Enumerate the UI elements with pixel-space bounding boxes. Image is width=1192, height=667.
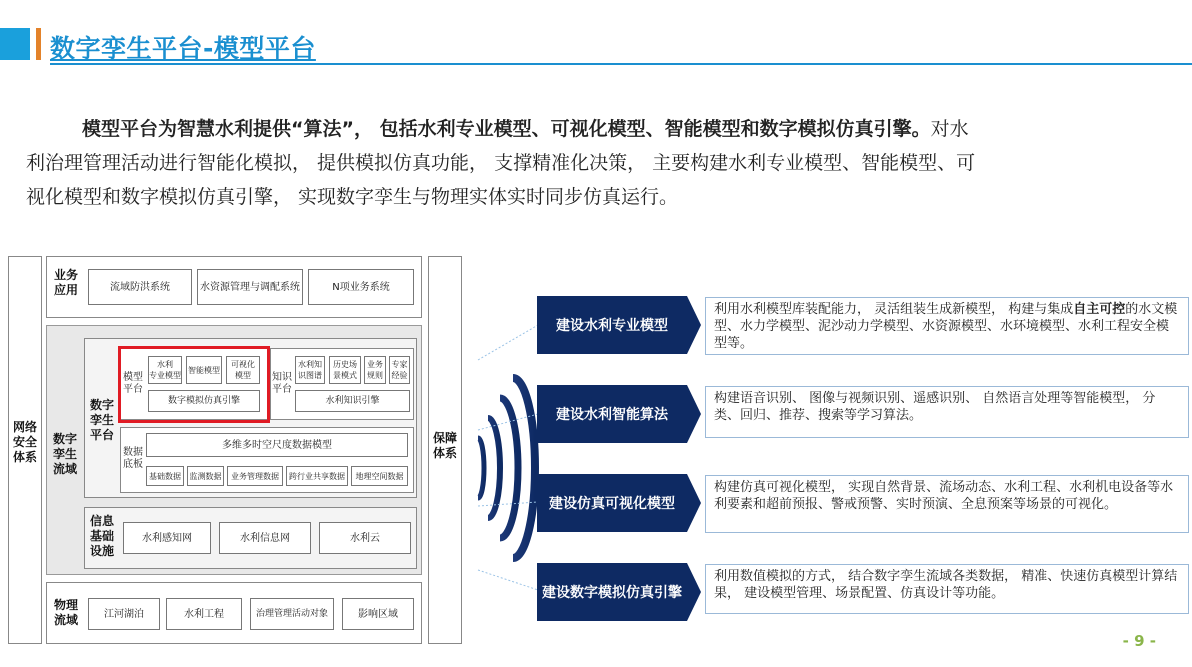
header-accent-bar xyxy=(36,28,41,60)
infrastructure-item: 水利云 xyxy=(319,522,411,554)
support-system-label: 保障 体系 xyxy=(432,431,457,460)
card-2-description: 构建语音识别、 图像与视频识别、遥感识别、 自然语言处理等智能模型， 分类、回归、推荐、搜索等学习算法。 xyxy=(705,386,1189,438)
card-2-title: 建设水利智能算法 xyxy=(556,407,668,423)
model-platform-label: 模型 平台 xyxy=(123,372,143,395)
card-3-description: 构建仿真可视化模型， 实现自然背景、流场动态、水利工程、水利机电设备等水利要素和超前预报、警戒预警、实时预演、全息预案等场景的可视化。 xyxy=(705,475,1189,533)
knowledge-item: 专家 经验 xyxy=(389,356,410,384)
physical-item: 治理管理活动对象 xyxy=(250,598,334,630)
business-item: 流域防洪系统 xyxy=(88,269,192,305)
data-item: 监测数据 xyxy=(187,466,224,486)
physical-item: 江河湖泊 xyxy=(88,598,160,630)
intro-line3: 视化模型和数字模拟仿真引擎， 实现数字孪生与物理实体实时同步仿真运行。 xyxy=(26,186,679,208)
header-accent-block xyxy=(0,28,30,60)
knowledge-engine-cell: 水利知识引擎 xyxy=(295,390,410,412)
simulation-engine-cell: 数字模拟仿真引擎 xyxy=(148,390,260,412)
twin-platform-label: 数字 孪生 平台 xyxy=(89,398,114,442)
infrastructure-item: 水利感知网 xyxy=(123,522,211,554)
data-model-cell: 多维多时空尺度数据模型 xyxy=(146,433,408,457)
twin-basin-label: 数字 孪生 流域 xyxy=(52,432,77,476)
business-item: 水资源管理与调配系统 xyxy=(197,269,303,305)
physical-label: 物理 流域 xyxy=(53,598,78,627)
signal-arcs-graphic xyxy=(468,300,548,640)
data-item: 跨行业共享数据 xyxy=(286,466,348,486)
page-title: 数字孪生平台-模型平台 xyxy=(50,34,316,63)
card-4-title: 建设数字模拟仿真引擎 xyxy=(542,585,682,601)
page-number: - 9 - xyxy=(1122,632,1156,650)
network-security-label: 网络 安全 体系 xyxy=(12,420,37,464)
physical-item: 水利工程 xyxy=(166,598,242,630)
card-1-desc-post: 的水文模型、水力学模型、泥沙动力学模型、水资源模型、水环境模型、水利工程安全模型等。 xyxy=(714,302,1178,351)
intro-bold-text: 模型平台为智慧水利提供“算法”， 包括水利专业模型、可视化模型、智能模型和数字模拟仿真引擎。 xyxy=(82,118,931,140)
knowledge-item: 业务 规则 xyxy=(364,356,386,384)
infrastructure-item: 水利信息网 xyxy=(219,522,311,554)
card-1-title: 建设水利专业模型 xyxy=(556,318,668,334)
data-item: 基础数据 xyxy=(146,466,184,486)
data-base-label: 数据 底板 xyxy=(123,447,143,470)
model-item: 可视化 模型 xyxy=(226,356,260,384)
model-item: 水利 专业模型 xyxy=(148,356,182,384)
intro-line1-tail: 对水 xyxy=(930,118,969,140)
model-item: 智能模型 xyxy=(186,356,222,384)
card-3-title: 建设仿真可视化模型 xyxy=(549,496,675,512)
card-4-description: 利用数值模拟的方式， 结合数字孪生流域各类数据， 精准、快速仿真模型计算结果， 建设模型管理、场景配置、仿真设计等功能。 xyxy=(705,564,1189,614)
knowledge-platform-label: 知识 平台 xyxy=(272,372,292,395)
header-divider xyxy=(50,63,1192,65)
data-item: 地理空间数据 xyxy=(351,466,408,486)
knowledge-item: 水利知 识图谱 xyxy=(295,356,325,384)
physical-item: 影响区域 xyxy=(342,598,414,630)
card-1-desc-pre: 利用水利模型库装配能力， 灵活组装生成新模型， 构建与集成 xyxy=(714,302,1074,317)
intro-paragraph xyxy=(26,112,1166,214)
card-1-description xyxy=(705,297,1189,355)
highlight-frame xyxy=(118,346,270,423)
intro-line2: 利治理管理活动进行智能化模拟， 提供模拟仿真功能， 支撑精准化决策， 主要构建水利专业模型、智能模型、可 xyxy=(26,152,976,174)
infrastructure-label: 信息 基础 设施 xyxy=(89,514,114,558)
knowledge-item: 历史场 景模式 xyxy=(329,356,361,384)
data-item: 业务管理数据 xyxy=(227,466,283,486)
card-1-desc-bold: 自主可控 xyxy=(1073,302,1126,317)
business-label: 业务 应用 xyxy=(53,268,78,297)
business-item: N项业务系统 xyxy=(308,269,414,305)
